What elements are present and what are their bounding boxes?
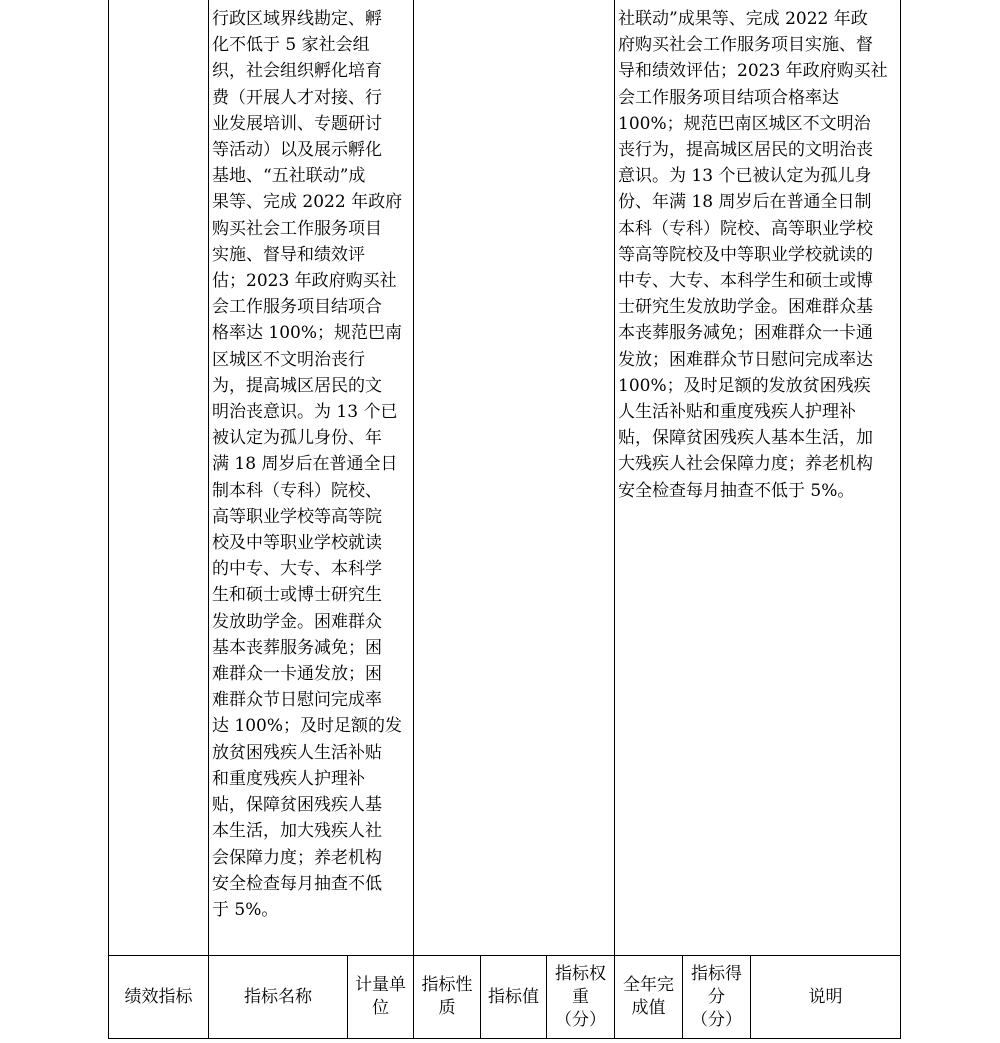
header-indicator-name: 指标名称 [244, 986, 312, 1007]
table-border-col1 [208, 0, 209, 1039]
header-unit: 计量单 位 [355, 975, 406, 1018]
header-nature: 指标性 质 [421, 975, 473, 1018]
table-border-bottom [108, 1038, 901, 1039]
header-value: 指标值 [488, 986, 539, 1007]
header-performance-indicator: 绩效指标 [124, 986, 193, 1007]
table-border-col2 [413, 0, 414, 1039]
header-note: 说明 [808, 986, 843, 1007]
header-weight: 指标权 重 （分） [555, 963, 606, 1030]
table-border-col3 [614, 0, 615, 1039]
header-annual-completion: 全年完 成值 [623, 975, 674, 1018]
header-score: 指标得 分 （分） [691, 963, 742, 1030]
plan-content-cell: 行政区域界线勘定、孵 化不低于 5 家社会组 织，社会组织孵化培育 费（开展人才对接、行 业发展培训、专题研讨 等活动）以及展示孵化 基地、“五社联动”成 果等、完成 2022 年政府 购买社会工作服务项目 实施、督导和绩效评 估；2023 年政府购买社 会工作服务项目结项合 格率达 100%；规范巴南 区城区不文明治丧行 为，提高城区居民的文 明治丧意识。为 13 个已 被认定为孤儿身份、年 满 18 周岁后在普通全日 制本科（专科）院校、 高等职业学校等高等院 校及中等职业学校就读 的中专、大专、本科学 生和硕士或博士研究生 发放助学金。困难群众 基本丧葬服务减免；困 难群众一卡通发放；困 难群众节日慰问完成率 达 100%；及时足额的发 放贫困残疾人生活补贴 和重度残疾人护理补 贴，保障贫困残疾人基 本生活，加大残疾人社 会保障力度；养老机构 安全检查每月抽查不低 于 5%。 [212, 9, 403, 920]
completion-content-cell: 社联动”成果等、完成 2022 年政 府购买社会工作服务项目实施、督 导和绩效评估；2023 年政府购买社 会工作服务项目结项合格率达 100%；规范巴南区城区不文明治 丧行为，提高城区居民的文明治丧 意识。为 13 个已被认定为孤儿身 份、年满 18 周岁后在普通全日制 本科（专科）院校、高等职业学校 等高等院校及中等职业学校就读的 中专、大专、本科学生和硕士或博 士研究生发放助学金。困难群众基 本丧葬服务减免；困难群众一卡通 发放；困难群众节日慰问完成率达 100%；及时足额的发放贫困残疾 人生活补贴和重度残疾人护理补 贴，保障贫困残疾人基本生活，加 大残疾人社会保障力度；养老机构 安全检查每月抽查不低于 5%。 [618, 9, 888, 501]
table-border-left [108, 0, 109, 1039]
